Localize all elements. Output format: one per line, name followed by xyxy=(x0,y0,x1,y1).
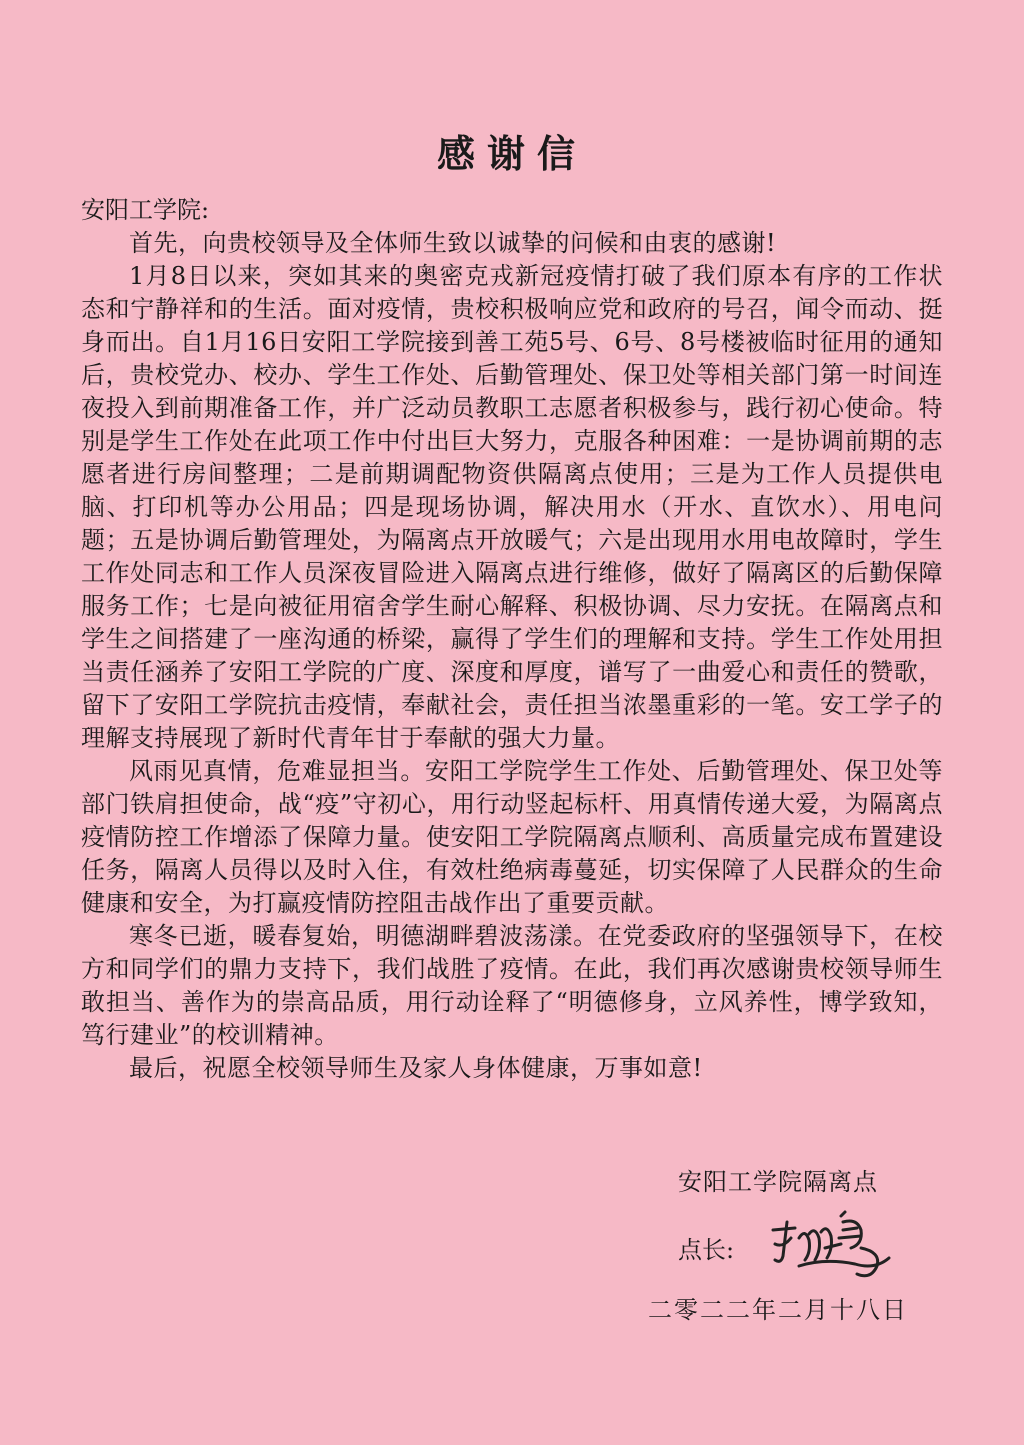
paragraph-greeting: 首先，向贵校领导及全体师生致以诚挚的问候和由衷的感谢! xyxy=(129,229,777,257)
signoff-leader-label: 点长: xyxy=(678,1236,735,1264)
letter-body xyxy=(81,128,943,1085)
paragraph-thanks: 寒冬已逝，暖春复始，明德湖畔碧波荡漾。在党委政府的坚强领导下，在校方和同学们的鼎力支持下，我们战胜了疫情。在此，我们再次感谢贵校领导师生敢担当、善作为的崇高品质，用行动诠释了“明德修身，立风养性，博学致知，笃行建业”的校训精神。 xyxy=(81,922,943,1049)
paragraph-closing: 最后，祝愿全校领导师生及家人身体健康，万事如意! xyxy=(129,1054,703,1082)
paragraph-praise: 风雨见真情，危难显担当。安阳工学院学生工作处、后勤管理处、保卫处等部门铁肩担使命，战“疫”守初心，用行动竖起标杆、用真情传递大爱，为隔离点疫情防控工作增添了保障力量。使安阳工学院隔离点顺利、高质量完成布置建设任务，隔离人员得以及时入住，有效杜绝病毒蔓延，切实保障了人民群众的生命健康和安全，为打赢疫情防控阻击战作出了重要贡献。 xyxy=(81,757,943,917)
salutation: 安阳工学院: xyxy=(81,196,210,224)
signoff-organization: 安阳工学院隔离点 xyxy=(678,1168,878,1196)
signoff-date: 二零二二年二月十八日 xyxy=(648,1296,908,1324)
handwritten-signature xyxy=(765,1208,895,1288)
letter-title: 感谢信 xyxy=(436,132,587,176)
paragraph-main: 1月8日以来，突如其来的奥密克戎新冠疫情打破了我们原本有序的工作状态和宁静祥和的生活。面对疫情，贵校积极响应党和政府的号召，闻令而动、挺身而出。自1月16日安阳工学院接到善工苑5号、6号、8号楼被临时征用的通知后，贵校党办、校办、学生工作处、后勤管理处、保卫处等相关部门第一时间连夜投入到前期准备工作，并广泛动员教职工志愿者积极参与，践行初心使命。特别是学生工作处在此项工作中付出巨大努力，克服各种困难：一是协调前期的志愿者进行房间整理；二是前期调配物资供隔离点使用；三是为工作人员提供电脑、打印机等办公用品；四是现场协调，解决用水（开水、直饮水）、用电问题；五是协调后勤管理处，为隔离点开放暖气；六是出现用水用电故障时，学生工作处同志和工作人员深夜冒险进入隔离点进行维修，做好了隔离区的后勤保障服务工作；七是向被征用宿舍学生耐心解释、积极协调、尽力安抚。在隔离点和学生之间搭建了一座沟通的桥梁，赢得了学生们的理解和支持。学生工作处用担当责任涵养了安阳工学院的广度、深度和厚度，谱写了一曲爱心和责任的赞歌，留下了安阳工学院抗击疫情，奉献社会，责任担当浓墨重彩的一笔。安工学子的理解支持展现了新时代青年甘于奉献的强大力量。 xyxy=(81,262,943,752)
